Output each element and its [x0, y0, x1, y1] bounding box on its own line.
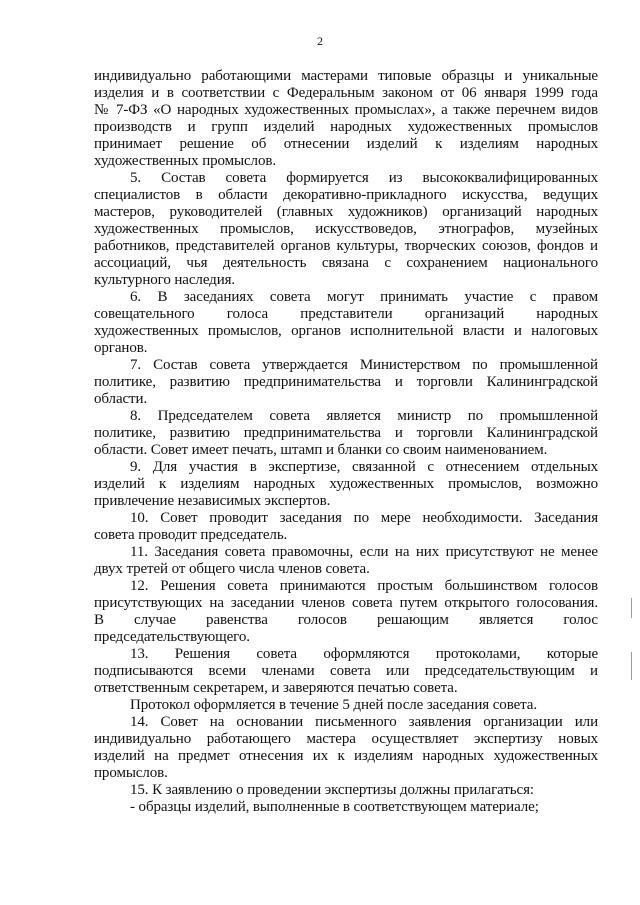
paragraph-p12 — [94, 578, 598, 646]
paragraph-p15a — [94, 799, 598, 816]
text-line: - образцы изделий, выполненные в соответствующем материале; — [130, 799, 539, 815]
paragraph-p15 — [94, 782, 598, 799]
paragraph-p13b — [94, 697, 598, 714]
text-line: 12. Решения совета принимаются простым большинством голосов — [130, 578, 598, 594]
paragraph-p5 — [94, 170, 598, 289]
text-line: председательствующего. — [94, 629, 250, 645]
text-line: № 7-ФЗ «О народных художественных промыслах», а также перечнем видов — [94, 102, 598, 118]
text-line: 13. Решения совета оформляются протоколами, которые — [130, 646, 598, 662]
text-line: культурного наследия. — [94, 272, 236, 288]
text-line: производств и групп изделий народных художественных промыслов — [94, 119, 598, 135]
text-line: индивидуально работающего мастера осуществляет экспертизу новых — [94, 731, 598, 747]
text-line: двух третей от общего числа членов совета. — [94, 561, 370, 577]
text-line: политике, развитию предпринимательства и торговли Калининградской — [94, 425, 598, 441]
text-line: специалистов в области декоративно-прикладного искусства, ведущих — [94, 187, 598, 203]
paragraph-p10 — [94, 510, 598, 544]
text-line: В случае равенства голосов решающим является голос — [94, 612, 598, 628]
text-line: ответственным секретарем, и заверяются печатью совета. — [94, 680, 458, 696]
text-line: совещательного голоса представители организаций народных — [94, 306, 598, 322]
paragraph-p6 — [94, 289, 598, 357]
text-line: принимает решение об отнесении изделий к изделиям народных — [94, 136, 598, 152]
text-line: 8. Председателем совета является министр по промышленной — [130, 408, 598, 424]
text-line: области. Совет имеет печать, штамп и бланки со своим наименованием. — [94, 442, 548, 458]
text-line: художественных промыслов, органов исполнительной власти и налоговых — [94, 323, 598, 339]
text-line: 15. К заявлению о проведении экспертизы должны прилагаться: — [130, 782, 534, 798]
text-line: 11. Заседания совета правомочны, если на них присутствуют не менее — [130, 544, 598, 560]
text-line: области. — [94, 391, 148, 407]
text-line: художественных промыслов. — [94, 153, 276, 169]
text-line: подписываются всеми членами совета или председательствующим и — [94, 663, 598, 679]
page-number: 2 — [317, 34, 323, 48]
text-line: мастеров, руководителей (главных художников) организаций народных — [94, 204, 598, 220]
scan-artifact-mark — [631, 598, 632, 618]
text-line: промыслов. — [94, 765, 168, 781]
text-line: политике, развитию предпринимательства и торговли Калининградской — [94, 374, 598, 390]
text-line: совета проводит председатель. — [94, 527, 288, 543]
text-line: 10. Совет проводит заседания по мере необходимости. Заседания — [130, 510, 598, 526]
text-line: 14. Совет на основании письменного заявления организации или — [130, 714, 598, 730]
paragraph-p13 — [94, 646, 598, 697]
paragraph-p11 — [94, 544, 598, 578]
paragraph-p-cont — [94, 68, 598, 170]
text-line: присутствующих на заседании членов совета путем открытого голосования. — [94, 595, 598, 611]
document-body — [94, 68, 598, 816]
scan-artifact-mark — [631, 652, 632, 680]
text-line: Протокол оформляется в течение 5 дней после заседания совета. — [130, 697, 537, 713]
text-line: органов. — [94, 340, 148, 356]
text-line: 9. Для участия в экспертизе, связанной с отнесением отдельных — [130, 459, 598, 475]
text-line: привлечение независимых экспертов. — [94, 493, 331, 509]
text-line: изделий на предмет отнесения их к изделиям народных художественных — [94, 748, 598, 764]
text-line: 5. Состав совета формируется из высококвалифицированных — [130, 170, 598, 186]
paragraph-p8 — [94, 408, 598, 459]
text-line: художественных промыслов, искусствоведов, этнографов, музейных — [94, 221, 598, 237]
text-line: изделий к изделиям народных художественных промыслов, возможно — [94, 476, 598, 492]
text-line: 7. Состав совета утверждается Министерством по промышленной — [130, 357, 598, 373]
paragraph-p7 — [94, 357, 598, 408]
text-line: индивидуально работающими мастерами типовые образцы и уникальные — [94, 68, 598, 84]
text-line: ассоциаций, чья деятельность связана с сохранением национального — [94, 255, 598, 271]
text-line: работников, представителей органов культуры, творческих союзов, фондов и — [94, 238, 598, 254]
paragraph-p14 — [94, 714, 598, 782]
text-line: 6. В заседаниях совета могут принимать участие с правом — [130, 289, 598, 305]
text-line: изделия и в соответствии с Федеральным законом от 06 января 1999 года — [94, 85, 598, 101]
paragraph-p9 — [94, 459, 598, 510]
